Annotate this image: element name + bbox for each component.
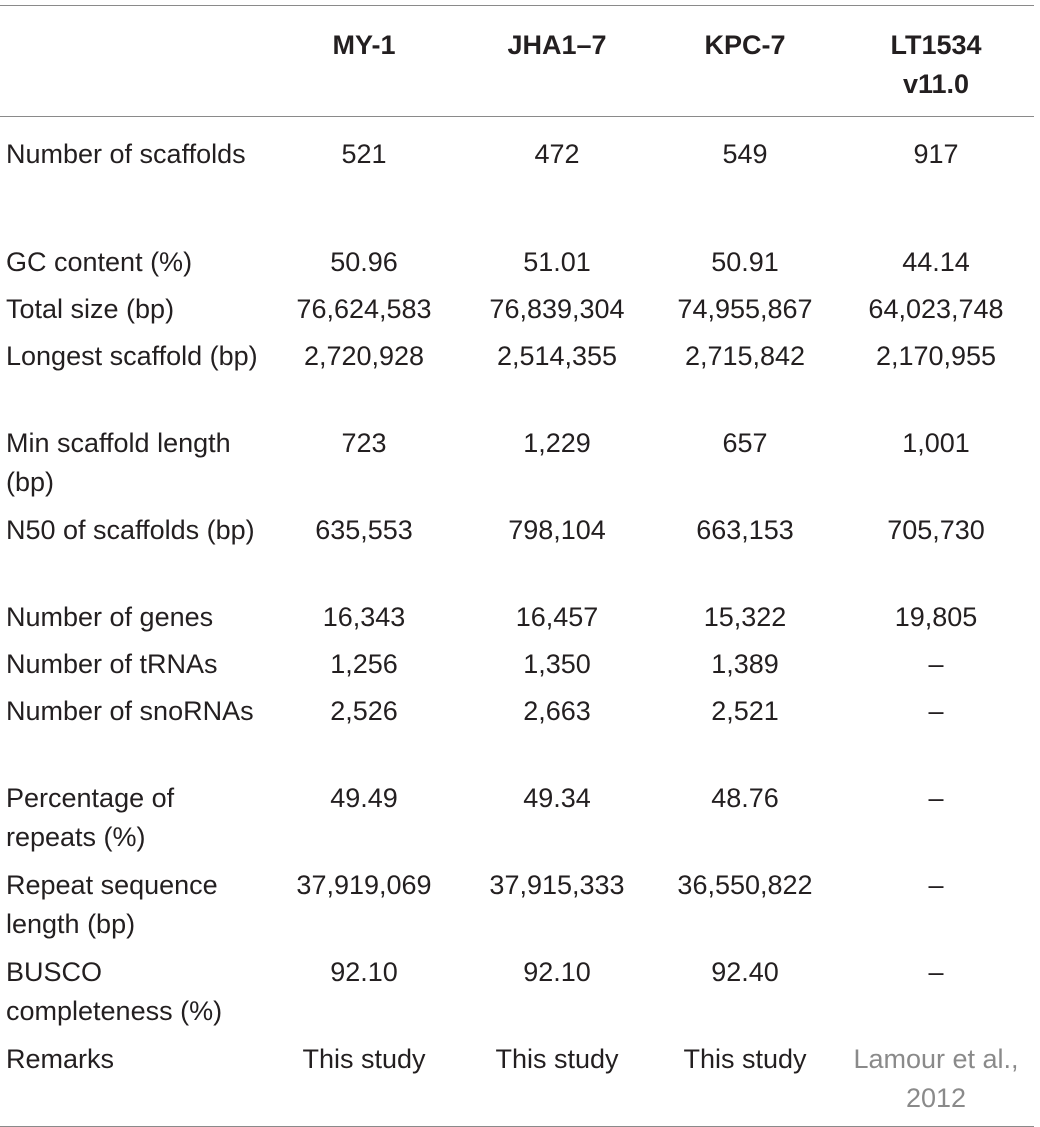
cell-my-1: 723 xyxy=(341,427,387,458)
cell-kpc-7: 92.40 xyxy=(711,956,779,987)
cell-my-1: 76,624,583 xyxy=(296,293,432,324)
header-my-1: MY-1 xyxy=(332,30,396,60)
table-row xyxy=(0,775,1034,862)
row-label: N50 of scaffolds (bp) xyxy=(6,514,255,545)
row-label: BUSCO completeness (%) xyxy=(6,956,223,1026)
table-row xyxy=(0,420,1034,507)
cell-jha1-7: 51.01 xyxy=(523,246,591,277)
cell-lt1534: 2,170,955 xyxy=(875,340,997,371)
row-label: Number of scaffolds xyxy=(6,139,246,169)
table-row xyxy=(0,333,1034,420)
cell-lt1534: 64,023,748 xyxy=(868,293,1004,324)
cell-kpc-7: 36,550,822 xyxy=(677,869,813,900)
cell-my-1: 50.96 xyxy=(330,246,398,277)
header-blank xyxy=(0,6,266,117)
table-row xyxy=(0,239,1034,286)
row-label: GC content (%) xyxy=(6,246,193,277)
table-row xyxy=(0,117,1034,239)
table-row xyxy=(0,507,1034,594)
cell-my-1: 92.10 xyxy=(330,956,398,987)
cell-lt1534: 44.14 xyxy=(902,246,970,277)
cell-kpc-7: 2,521 xyxy=(711,695,779,726)
cell-my-1: 1,256 xyxy=(330,648,398,679)
citation-link-lamour-2012[interactable]: Lamour et al., 2012 xyxy=(853,1043,1019,1113)
cell-kpc-7: 50.91 xyxy=(711,246,779,277)
table-row xyxy=(0,286,1034,333)
cell-kpc-7: 48.76 xyxy=(711,782,779,813)
cell-jha1-7: 16,457 xyxy=(515,601,599,632)
table-row xyxy=(0,862,1034,949)
row-label: Number of tRNAs xyxy=(6,648,218,679)
cell-kpc-7: 74,955,867 xyxy=(677,293,813,324)
cell-my-1: This study xyxy=(302,1043,426,1074)
cell-kpc-7: 1,389 xyxy=(711,648,779,679)
cell-kpc-7: 549 xyxy=(722,139,768,169)
row-label: Total size (bp) xyxy=(6,293,175,324)
cell-my-1: 635,553 xyxy=(315,514,413,545)
cell-lt1534: – xyxy=(928,956,944,987)
row-label: Min scaffold length (bp) xyxy=(6,427,231,497)
cell-kpc-7: 15,322 xyxy=(703,601,787,632)
cell-kpc-7: 663,153 xyxy=(696,514,794,545)
cell-my-1: 2,720,928 xyxy=(303,340,425,371)
table-body xyxy=(0,117,1034,1127)
cell-lt1534: – xyxy=(928,782,944,813)
cell-jha1-7: 76,839,304 xyxy=(489,293,625,324)
header-lt1534-line1: LT1534 xyxy=(890,30,982,60)
table-row xyxy=(0,594,1034,641)
cell-lt1534: – xyxy=(928,695,944,726)
cell-jha1-7: 49.34 xyxy=(523,782,591,813)
table-header xyxy=(0,6,1034,117)
table-row xyxy=(0,949,1034,1036)
header-jha1-7: JHA1–7 xyxy=(507,30,607,60)
genome-assembly-table xyxy=(0,5,1034,1127)
row-label: Number of snoRNAs xyxy=(6,695,254,726)
header-lt1534-line2: v11.0 xyxy=(902,69,970,99)
cell-jha1-7: 2,663 xyxy=(523,695,591,726)
cell-lt1534: 917 xyxy=(913,139,959,169)
row-label: Percentage of repeats (%) xyxy=(6,782,175,852)
cell-jha1-7: 37,915,333 xyxy=(489,869,625,900)
cell-lt1534: 1,001 xyxy=(902,427,970,458)
header-row xyxy=(0,6,1034,117)
cell-kpc-7: 2,715,842 xyxy=(684,340,806,371)
table-row xyxy=(0,688,1034,775)
row-label: Number of genes xyxy=(6,601,214,632)
cell-lt1534: – xyxy=(928,648,944,679)
cell-kpc-7: This study xyxy=(683,1043,807,1074)
row-label: Repeat sequence length (bp) xyxy=(6,869,218,939)
table-row xyxy=(0,641,1034,688)
table-row xyxy=(0,1036,1034,1127)
cell-jha1-7: 472 xyxy=(534,139,580,169)
row-label: Remarks xyxy=(6,1043,115,1074)
cell-jha1-7: 798,104 xyxy=(508,514,606,545)
cell-jha1-7: This study xyxy=(495,1043,619,1074)
cell-my-1: 16,343 xyxy=(322,601,406,632)
header-lt1534 xyxy=(838,6,1034,117)
cell-kpc-7: 657 xyxy=(722,427,768,458)
cell-jha1-7: 1,350 xyxy=(523,648,591,679)
cell-lt1534: – xyxy=(928,869,944,900)
row-label: Longest scaffold (bp) xyxy=(6,340,258,371)
cell-my-1: 49.49 xyxy=(330,782,398,813)
cell-jha1-7: 2,514,355 xyxy=(496,340,618,371)
header-kpc-7: KPC-7 xyxy=(704,30,786,60)
cell-jha1-7: 92.10 xyxy=(523,956,591,987)
cell-jha1-7: 1,229 xyxy=(523,427,591,458)
cell-lt1534: 705,730 xyxy=(887,514,985,545)
cell-my-1: 37,919,069 xyxy=(296,869,432,900)
cell-my-1: 521 xyxy=(341,139,387,169)
cell-my-1: 2,526 xyxy=(330,695,398,726)
cell-lt1534: 19,805 xyxy=(894,601,978,632)
